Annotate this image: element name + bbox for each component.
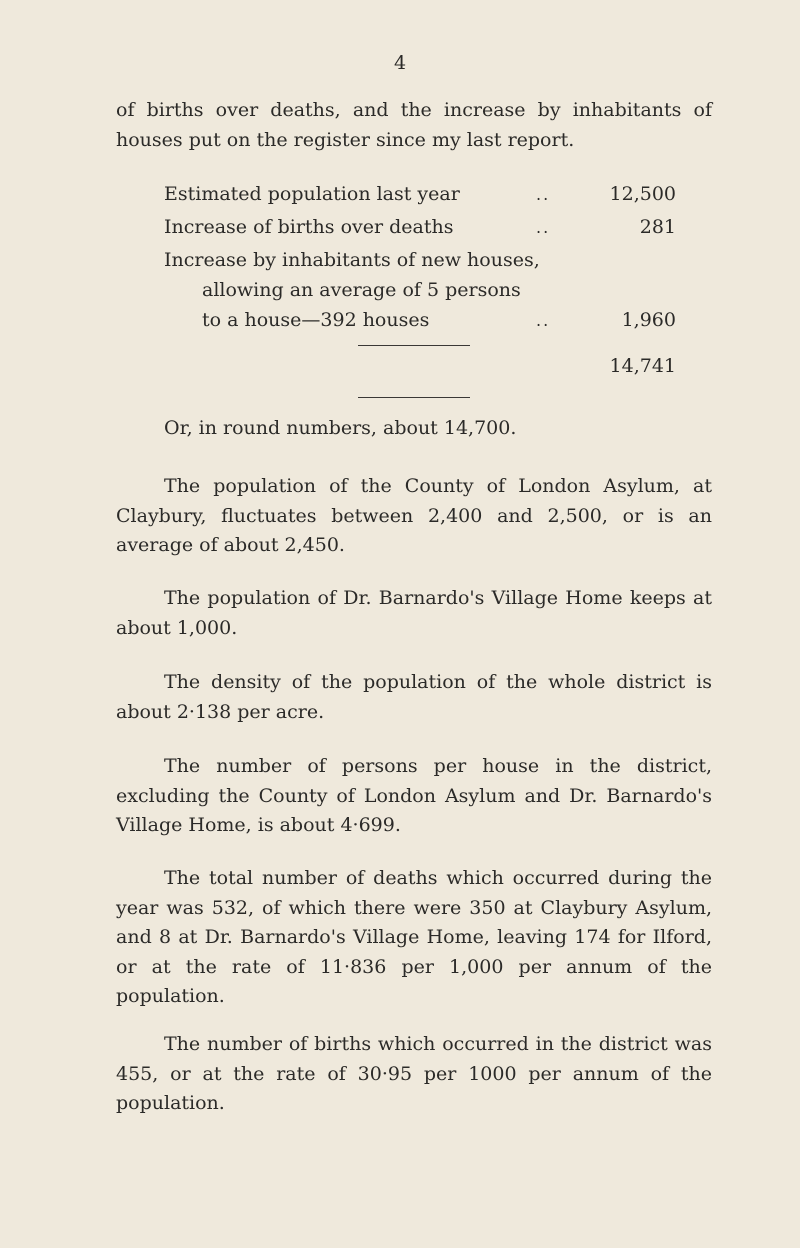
- row-label-line-3: to a house—392 houses: [202, 309, 430, 331]
- paragraph-asylum-population: The population of the County of London Asylum, at Claybury, fluctuates between 2,400 and 2,500, or is an average of about 2,450.: [116, 475, 712, 556]
- total-rule-bottom: [358, 397, 470, 398]
- row-leader-dots: ..: [536, 185, 551, 204]
- paragraph-births: The number of births which occurred in the district was 455, or at the rate of 30·95 per 1000 per annum of the population.: [116, 1033, 712, 1114]
- row-value: 1,960: [621, 309, 676, 331]
- row-value: 12,500: [609, 183, 676, 205]
- paragraph-round-numbers: Or, in round numbers, about 14,700.: [164, 417, 517, 439]
- table-row: [164, 249, 684, 278]
- paragraph-persons-per-house: The number of persons per house in the district, excluding the County of London Asylum and Dr. Barnardo's Village Home, is about 4·699.: [116, 755, 712, 836]
- page-number: 4: [393, 52, 407, 74]
- table-total: 14,741: [609, 355, 676, 377]
- paragraph-density: The density of the population of the whole district is about 2·138 per acre.: [116, 671, 712, 723]
- row-value: 281: [639, 216, 676, 238]
- paragraph-village-home: The population of Dr. Barnardo's Village Home keeps at about 1,000.: [116, 587, 712, 639]
- row-label: Estimated population last year: [164, 183, 460, 205]
- table-row: [164, 183, 684, 212]
- table-row-continuation: [164, 309, 684, 338]
- row-leader-dots: ..: [536, 218, 551, 237]
- paragraph-deaths: The total number of deaths which occurred during the year was 532, of which there were 350 at Claybury Asylum, and 8 at Dr. Barnardo's Village Home, leaving 174 for Ilford, or at the rate of 11·836 per 1,000 per annum of the population.: [116, 867, 712, 1007]
- table-row-continuation: [164, 279, 684, 308]
- row-label-line-2: allowing an average of 5 persons: [202, 279, 521, 301]
- table-row: [164, 216, 684, 245]
- intro-paragraph: of births over deaths, and the increase by inhabitants of houses put on the register since my last report.: [116, 99, 712, 151]
- table-total-row: [164, 355, 684, 384]
- row-label: Increase of births over deaths: [164, 216, 454, 238]
- row-leader-dots: ..: [536, 311, 551, 330]
- total-rule-top: [358, 345, 470, 346]
- row-label-line-1: Increase by inhabitants of new houses,: [164, 249, 540, 271]
